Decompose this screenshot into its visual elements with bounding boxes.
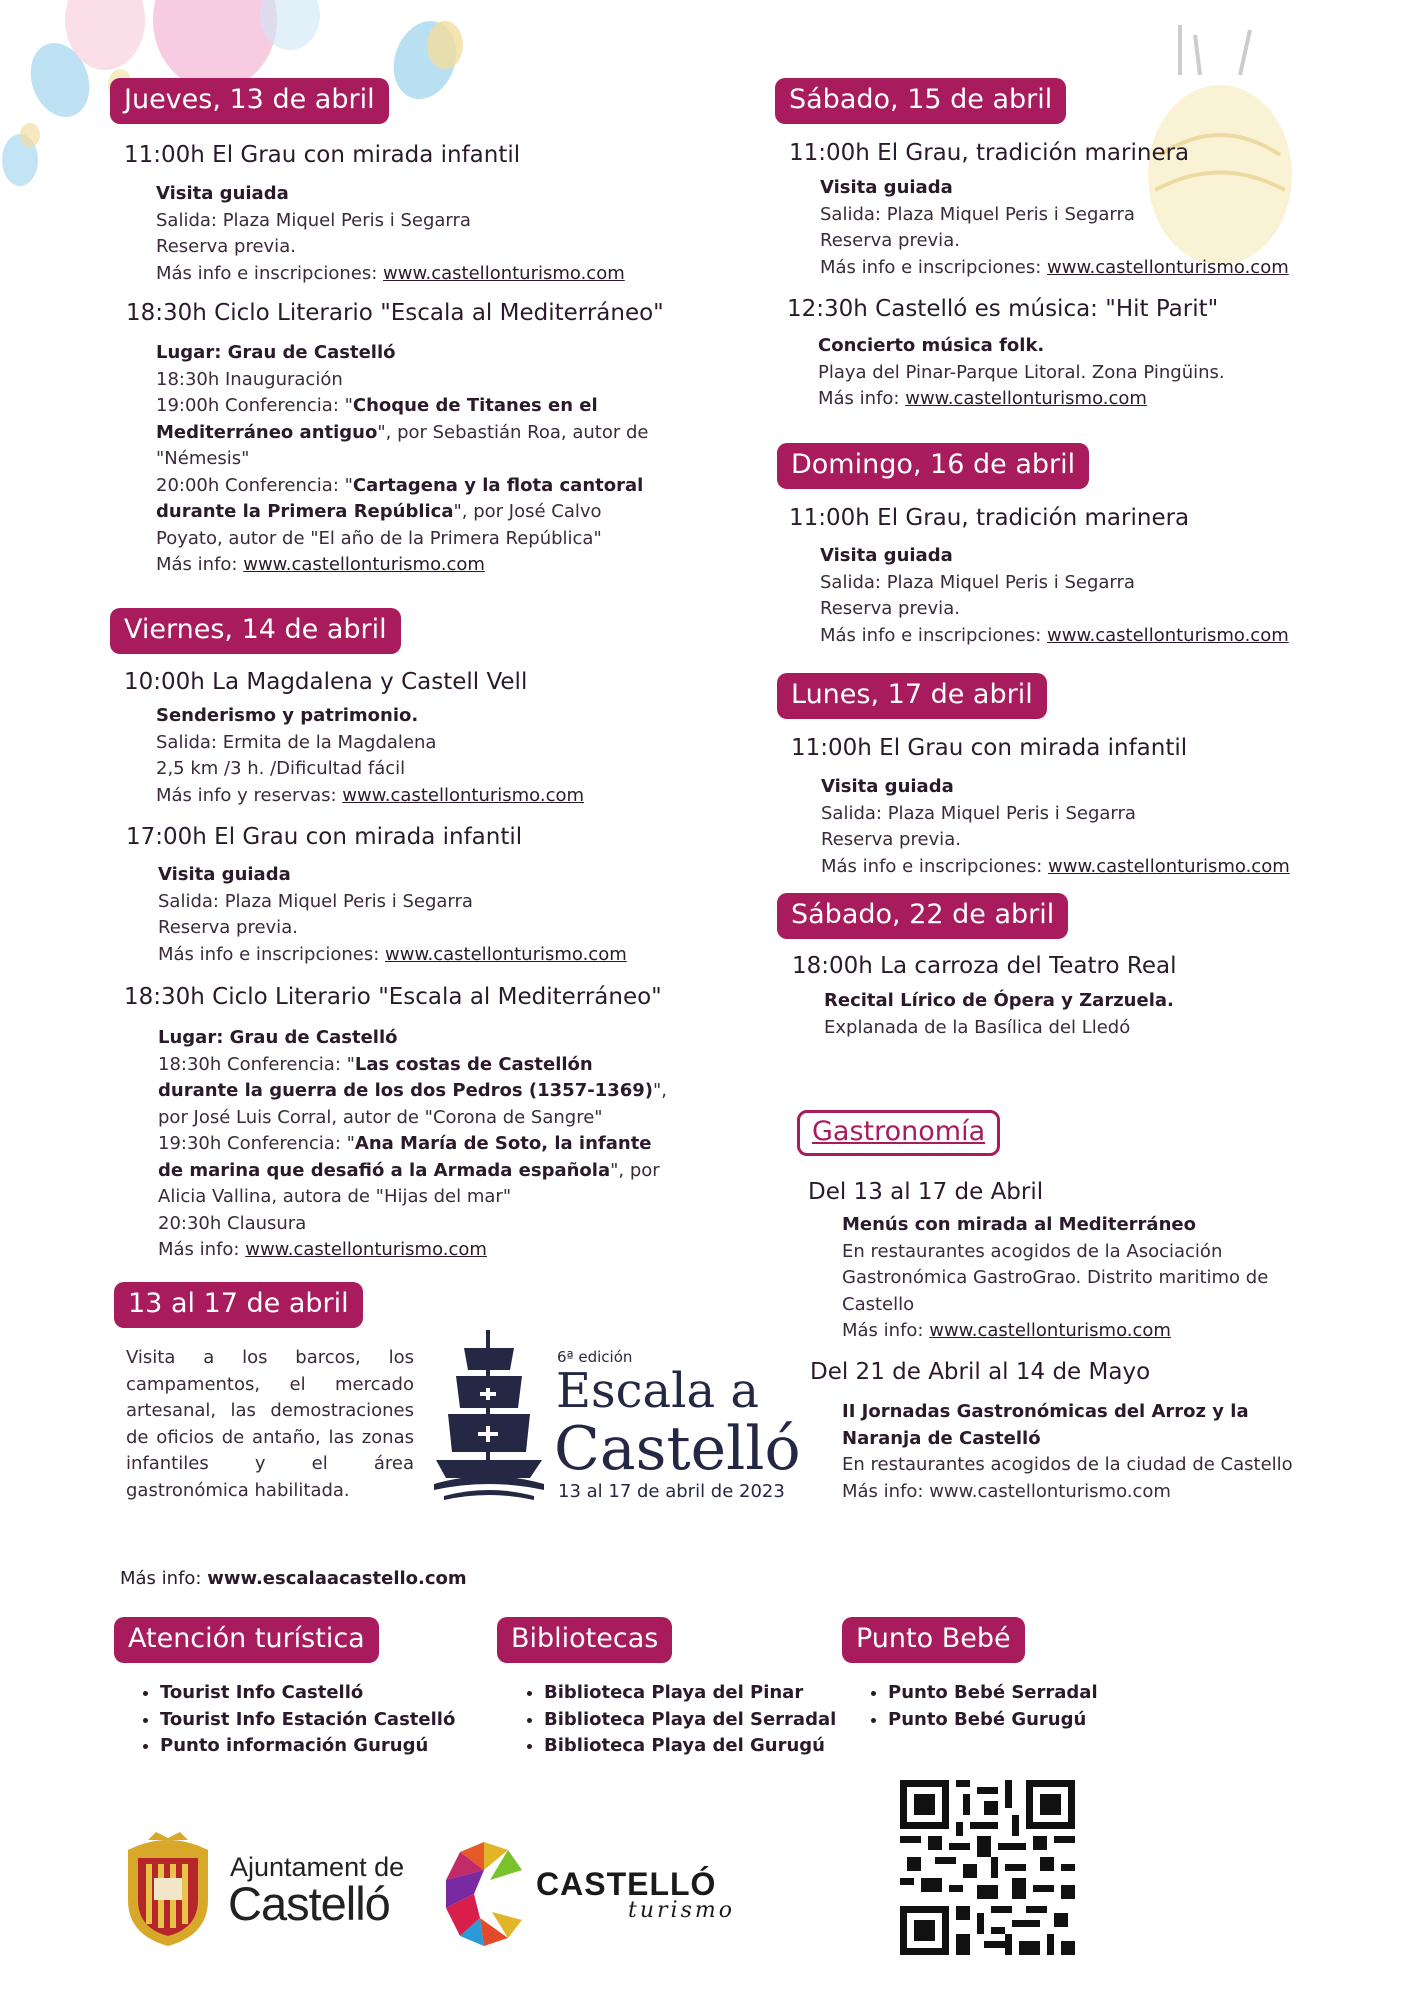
event-note: Reserva previa. [820, 230, 960, 251]
event-schedule-item: 18:30h Conferencia: "Las costas de Castellón durante la guerra de los dos Pedros (1357-1369)", por José Luis Corral, autor de "Corona de Sangre" [158, 1053, 668, 1128]
day-header-sunday-16: Domingo, 16 de abril [777, 443, 1089, 489]
turismo-title: CASTELLÓ [536, 1866, 717, 1902]
day-header-monday-17: Lunes, 17 de abril [777, 673, 1047, 719]
day-header-thursday: Jueves, 13 de abril [110, 78, 389, 124]
info-link[interactable]: www.castellonturismo.com [1047, 256, 1289, 278]
edition-label: 6ª edición [557, 1348, 633, 1366]
event-title: 11:00h El Grau, tradición marinera [789, 505, 1190, 531]
event-location: Salida: Ermita de la Magdalena [156, 731, 437, 753]
event-info: Más info e inscripciones: www.castellonturismo.com [820, 624, 1289, 646]
gastronomy-info: Más info: www.castellonturismo.com [842, 1480, 1171, 1502]
event-details [821, 774, 1341, 880]
tourist-attention-header: Atención turística [114, 1617, 379, 1663]
event-note: 2,5 km /3 h. /Dificultad fácil [156, 758, 406, 779]
baby-point-header: Punto Bebé [842, 1617, 1025, 1663]
day-header-saturday-15: Sábado, 15 de abril [775, 78, 1066, 124]
event-info: Más info: www.castellonturismo.com [156, 554, 485, 575]
coat-of-arms-icon [118, 1830, 218, 1948]
event-note: Reserva previa. [158, 917, 298, 938]
list-item: • Tourist Info Castelló [160, 1680, 455, 1707]
gastronomy-header: Gastronomía [797, 1110, 1000, 1156]
event-title: 18:30h Ciclo Literario "Escala al Mediterráneo" [126, 300, 664, 326]
event-info: Más info e inscripciones: www.castellonturismo.com [156, 262, 625, 284]
gastronomy-period: Del 21 de Abril al 14 de Mayo [810, 1359, 1151, 1385]
event-note: Reserva previa. [156, 236, 296, 257]
event-details [156, 340, 666, 579]
footer-info: Más info: www.escalaacastello.com [120, 1568, 467, 1589]
event-title: 11:00h El Grau, tradición marinera [789, 140, 1190, 166]
event-info: Más info e inscripciones: www.castellonturismo.com [158, 943, 627, 965]
list-item: • Tourist Info Estación Castelló [160, 1707, 455, 1734]
event-info: Más info e inscripciones: www.castellonturismo.com [821, 855, 1290, 877]
event-location: Playa del Pinar-Parque Litoral. Zona Pingüins. [818, 361, 1225, 383]
tourist-attention-list [124, 1680, 455, 1760]
libraries-header: Bibliotecas [497, 1617, 672, 1663]
escala-title-line2: Castelló [554, 1414, 801, 1484]
ship-icon [434, 1328, 544, 1503]
event-title: 12:30h Castelló es música: "Hit Parit" [787, 296, 1219, 322]
event-type: Visita guiada [156, 183, 289, 204]
info-link[interactable]: www.castellonturismo.com [243, 554, 485, 575]
event-details [818, 333, 1358, 413]
event-type: Recital Lírico de Ópera y Zarzuela. [824, 990, 1174, 1011]
event-location: Lugar: Grau de Castelló [156, 342, 396, 363]
event-location: Salida: Plaza Miquel Peris i Segarra [820, 571, 1135, 593]
event-info: Más info e inscripciones: www.castellonturismo.com [820, 256, 1289, 278]
event-location: Salida: Plaza Miquel Peris i Segarra [820, 203, 1135, 225]
event-title: 11:00h El Grau con mirada infantil [124, 142, 521, 168]
event-details [156, 181, 676, 287]
event-details [820, 543, 1340, 649]
range-header: 13 al 17 de abril [114, 1282, 363, 1328]
day-header-friday: Viernes, 14 de abril [110, 608, 401, 654]
info-link[interactable]: www.castellonturismo.com [1047, 624, 1289, 646]
info-link[interactable]: www.castellonturismo.com [342, 784, 585, 806]
event-title: 18:30h Ciclo Literario "Escala al Mediterráneo" [124, 984, 662, 1010]
event-details [158, 862, 678, 968]
event-info: Más info y reservas: www.castellonturismo.com [156, 784, 585, 806]
list-item: • Biblioteca Playa del Pinar [544, 1680, 836, 1707]
event-title: 17:00h El Grau con mirada infantil [126, 824, 523, 850]
event-schedule-item: 20:00h Conferencia: "Cartagena y la flota cantoral durante la Primera República", por José Calvo Poyato, autor de "El año de la Primera República" [156, 474, 644, 549]
event-details [156, 703, 676, 809]
list-item: • Punto información Gurugú [160, 1733, 455, 1760]
list-item: • Punto Bebé Serradal [888, 1680, 1098, 1707]
event-location: Salida: Plaza Miquel Peris i Segarra [158, 890, 473, 912]
info-link[interactable]: www.castellonturismo.com [245, 1239, 487, 1260]
escala-dates: 13 al 17 de abril de 2023 [558, 1481, 785, 1502]
escala-title-line1: Escala a [556, 1363, 760, 1419]
event-location: Lugar: Grau de Castelló [158, 1027, 398, 1048]
event-type: Visita guiada [158, 864, 291, 885]
event-location: Explanada de la Basílica del Lledó [824, 1016, 1131, 1038]
gastronomy-event: II Jornadas Gastronómicas del Arroz y la Naranja de Castelló [842, 1401, 1249, 1449]
gastronomy-description: En restaurantes acogidos de la ciudad de Castello [842, 1454, 1293, 1475]
baby-point-list [852, 1680, 1098, 1733]
escala-link[interactable]: www.escalaacastello.com [207, 1568, 467, 1589]
event-title: 11:00h El Grau con mirada infantil [791, 735, 1188, 761]
gastronomy-details [842, 1399, 1332, 1505]
info-link[interactable]: www.castellonturismo.com [385, 943, 627, 965]
event-note: Reserva previa. [821, 829, 961, 850]
gastronomy-period: Del 13 al 17 de Abril [808, 1179, 1044, 1205]
event-type: Visita guiada [820, 545, 953, 566]
day-header-saturday-22: Sábado, 22 de abril [777, 893, 1068, 939]
gastronomy-details [842, 1212, 1312, 1345]
gastronomy-info: Más info: www.castellonturismo.com [842, 1320, 1171, 1341]
event-title: 18:00h La carroza del Teatro Real [792, 953, 1177, 979]
ajuntament-line1: Ajuntament de [230, 1852, 405, 1882]
gastronomy-description: En restaurantes acogidos de la Asociación Gastronómica GastroGrao. Distrito maritimo de Castello [842, 1240, 1269, 1315]
event-schedule-item: 19:00h Conferencia: "Choque de Titanes en el Mediterráneo antiguo", por Sebastián Roa, autor de "Némesis" [156, 395, 649, 469]
range-description: Visita a los barcos, los campamentos, el mercado artesanal, las demostraciones de oficios de antaño, las zonas infantiles y el área gastronómica habilitada. [126, 1347, 414, 1501]
info-link[interactable]: www.castellonturismo.com [1048, 855, 1290, 877]
event-info: Más info: www.castellonturismo.com [158, 1239, 487, 1260]
event-schedule-item: 18:30h Inauguración [156, 368, 343, 390]
list-item: • Biblioteca Playa del Serradal [544, 1707, 836, 1734]
event-schedule-item: 19:30h Conferencia: "Ana María de Soto, la infante de marina que desafió a la Armada española", por Alicia Vallina, autora de "Hijas del mar" [158, 1133, 660, 1207]
event-title: 10:00h La Magdalena y Castell Vell [124, 669, 528, 695]
info-link[interactable]: www.castellonturismo.com [383, 262, 625, 284]
event-type: Senderismo y patrimonio. [156, 705, 419, 726]
event-type: Visita guiada [820, 177, 953, 198]
event-info: Más info: www.castellonturismo.com [818, 388, 1147, 409]
qr-code-icon [900, 1780, 1075, 1955]
event-location: Salida: Plaza Miquel Peris i Segarra [156, 209, 471, 231]
info-link[interactable]: www.castellonturismo.com [929, 1320, 1171, 1341]
event-schedule-item: 20:30h Clausura [158, 1212, 307, 1234]
event-location: Salida: Plaza Miquel Peris i Segarra [821, 802, 1136, 824]
list-item: • Biblioteca Playa del Gurugú [544, 1733, 836, 1760]
libraries-list [508, 1680, 836, 1760]
castello-c-icon [444, 1840, 524, 1948]
event-type: Visita guiada [821, 776, 954, 797]
ajuntament-line2: Castelló [228, 1877, 390, 1930]
event-details [158, 1025, 678, 1264]
gastronomy-event: Menús con mirada al Mediterráneo [842, 1214, 1196, 1235]
info-link[interactable]: www.castellonturismo.com [905, 388, 1147, 409]
event-note: Reserva previa. [820, 598, 960, 619]
turismo-subtitle: turismo [628, 1898, 735, 1923]
list-item: • Punto Bebé Gurugú [888, 1707, 1098, 1734]
event-details [820, 175, 1340, 281]
event-type: Concierto música folk. [818, 335, 1045, 356]
event-details [824, 988, 1344, 1041]
